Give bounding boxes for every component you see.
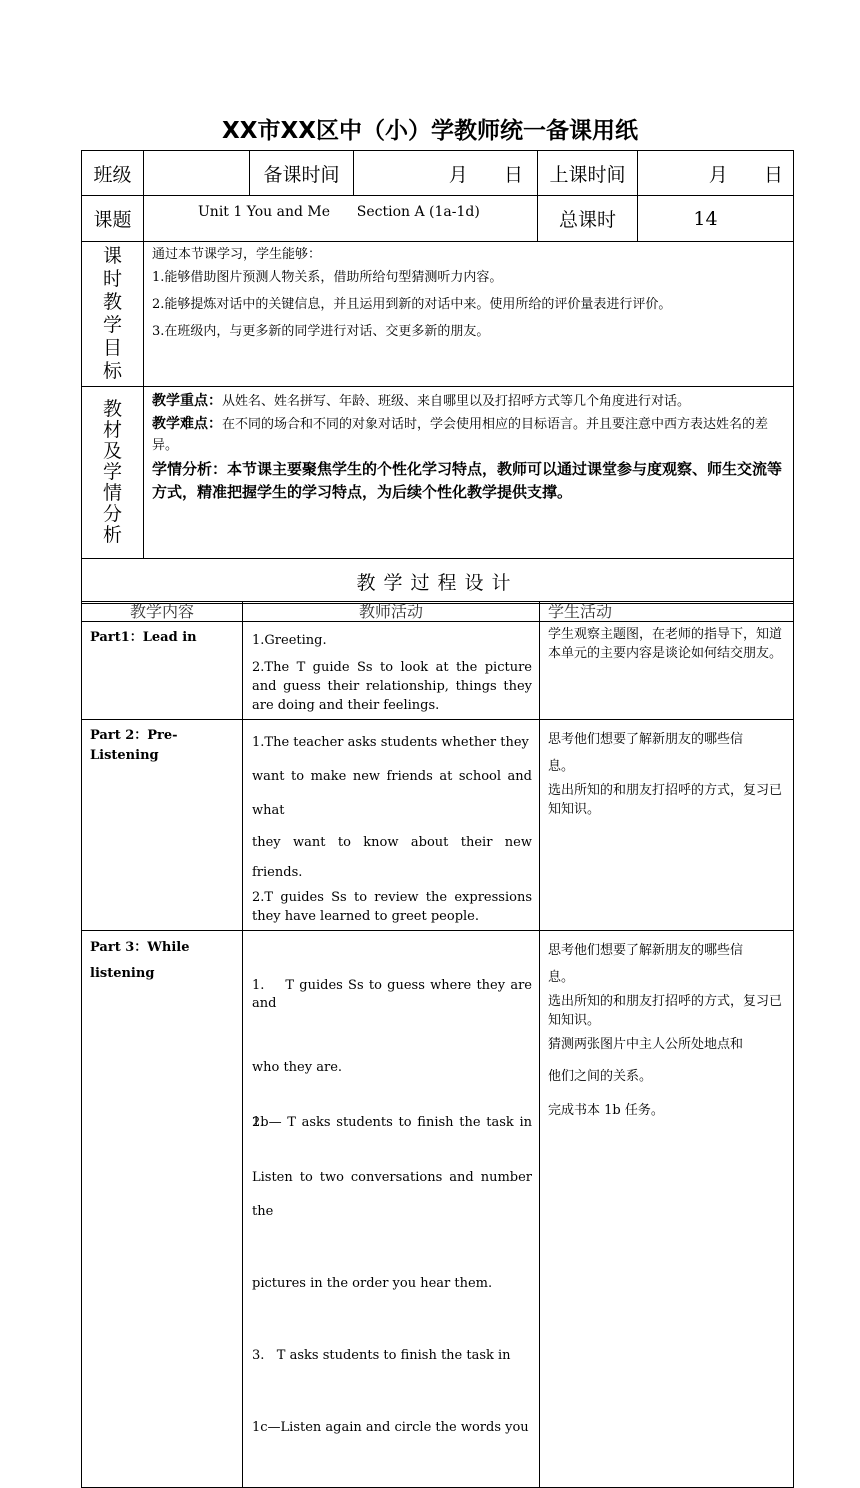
- class-time-value: 月 日: [638, 151, 794, 196]
- lesson-info-table: [81, 150, 794, 604]
- col-header-teacher: 教师活动: [243, 602, 540, 622]
- topic-label: 课题: [82, 196, 144, 242]
- student-activity: 思考他们想要了解新朋友的哪些信 息。 选出所知的和朋友打招呼的方式，复习已知知识。 猜测两张图片中主人公所处地点和 他们之间的关系。 完成书本 1b 任务。: [540, 931, 794, 1488]
- student-activity: 思考他们想要了解新朋友的哪些信 息。 选出所知的和朋友打招呼的方式，复习已知知识。: [540, 720, 794, 931]
- analysis-label: 教 材 及 学 情 分 析: [82, 387, 144, 559]
- prep-time-value: 月 日: [354, 151, 538, 196]
- col-header-content: 教学内容: [82, 602, 243, 622]
- teacher-activity: 1.The teacher asks students whether they want to make new friends at school and what they want to know about their new friends. 2.T guides Ss to review the expressions they have learned to greet people.: [243, 720, 540, 931]
- process-table: [81, 601, 794, 1488]
- objectives-intro: 通过本节课学习，学生能够：: [152, 247, 322, 262]
- analysis-content: [144, 387, 794, 559]
- part-label: Part 2：Pre-Listening: [82, 720, 243, 931]
- difficult-points-text: 在不同的场合和不同的对象对话时，学会使用相应的目标语言。并且要注意中西方表达姓名的差异。: [152, 417, 769, 453]
- objective-item: 2.能够提炼对话中的关键信息，并且运用到新的对话中来。使用所给的评价量表进行评价。: [152, 297, 672, 312]
- objective-item: 1.能够借助图片预测人物关系，借助所给句型猜测听力内容。: [152, 270, 503, 285]
- student-activity: 学生观察主题图，在老师的指导下，知道本单元的主要内容是谈论如何结交朋友。: [540, 622, 794, 720]
- prep-time-label: 备课时间: [250, 151, 354, 196]
- class-label: 班级: [82, 151, 144, 196]
- key-points-text: 从姓名、姓名拼写、年龄、班级、来自哪里以及打招呼方式等几个角度进行对话。: [222, 394, 691, 409]
- process-title: 教学过程设计: [82, 559, 794, 604]
- total-hours-value: 14: [638, 196, 794, 242]
- objectives-label: 课 时 教 学 目 标: [82, 242, 144, 387]
- part-label: Part 3：While listening: [82, 931, 243, 1488]
- topic-value: Unit 1 You and Me Section A (1a-1d): [144, 196, 538, 242]
- teacher-activity: 1.Greeting. 2.The T guide Ss to look at the picture and guess their relationship, things they are doing and their feelings.: [243, 622, 540, 720]
- key-points-label: 教学重点：: [152, 393, 222, 409]
- teacher-activity: 1. T guides Ss to guess where they are and who they are. 2. T asks students to finish the task in 1b— Listen to two conversations and number the pictures in the order you hear them. 3. T asks students to finish the task in 1c—Listen again and circle the words you: [243, 931, 540, 1488]
- page-title: XX市XX区中（小）学教师统一备课用纸: [222, 118, 638, 144]
- learner-analysis: 学情分析：本节课主要聚焦学生的个性化学习特点，教师可以通过课堂参与度观察、师生交流等方式，精准把握学生的学习特点，为后续个性化教学提供支撑。: [152, 460, 783, 501]
- part-label: Part1：Lead in: [82, 622, 243, 720]
- objective-item: 3.在班级内，与更多新的同学进行对话、交更多新的朋友。: [152, 324, 490, 339]
- col-header-student: 学生活动: [540, 602, 794, 622]
- total-hours-label: 总课时: [538, 196, 638, 242]
- class-time-label: 上课时间: [538, 151, 638, 196]
- difficult-points-label: 教学难点：: [152, 416, 222, 432]
- class-value: [144, 151, 250, 196]
- objectives-content: [144, 242, 794, 387]
